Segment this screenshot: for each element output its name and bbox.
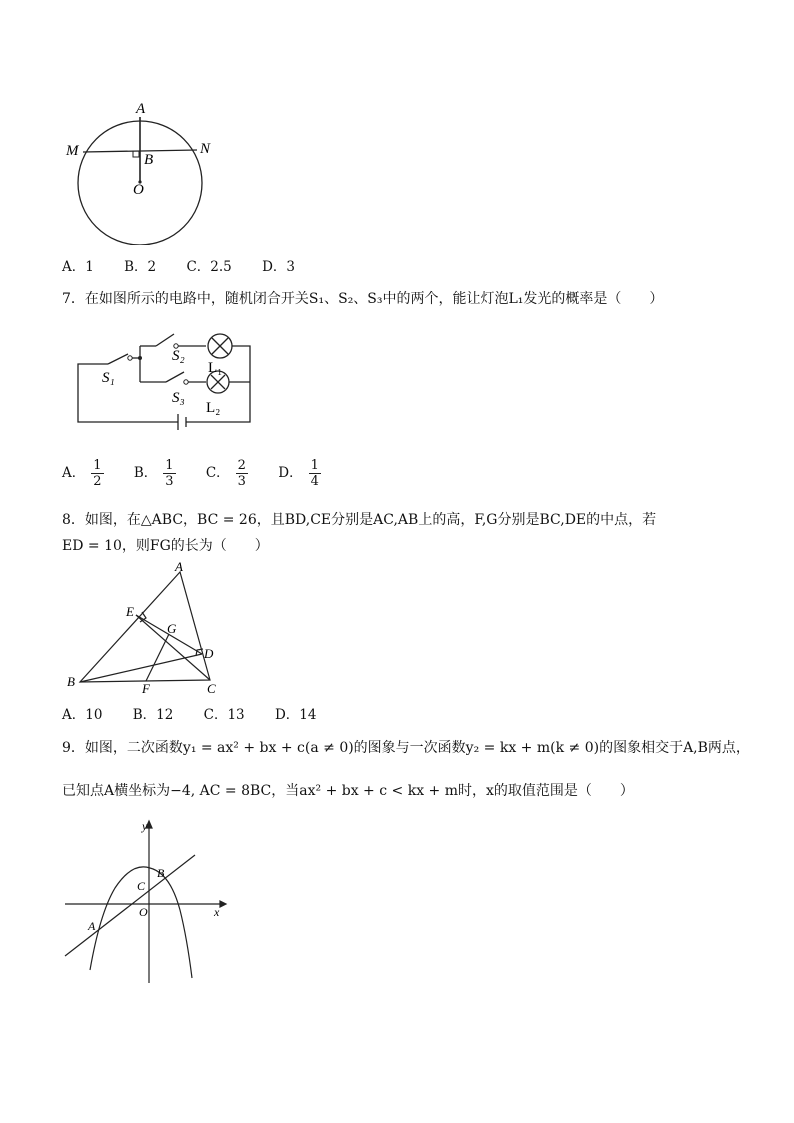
q7-wire-left: [78, 364, 178, 422]
q7-option-d-letter: D．: [278, 465, 303, 481]
q7-option-d-denominator: 4: [310, 474, 319, 489]
q8-stem-line1: 8．如图，在△ABC，BC = 26，且BD,CE分别是AC,AB上的高，F,G分别是BC,DE的中点，若: [62, 512, 657, 528]
q8-label-g: G: [167, 621, 177, 636]
q7-option-c-numerator: 2: [237, 458, 246, 473]
q7-switch-s1-contact: [128, 356, 132, 360]
q7-option-c-denominator: 3: [237, 474, 246, 489]
q6-right-angle-mark: [133, 151, 139, 157]
q7-label-l1: L₁: [208, 360, 223, 376]
q9-label-b: B: [157, 866, 165, 880]
q7-switch-s3-contact: [184, 380, 188, 384]
q9-stem-line2: 已知点A横坐标为−4, AC = 8BC，当ax² + bx + c < kx + m时，x的取值范围是（ ）: [62, 783, 634, 799]
q7-option-c[interactable]: [206, 458, 248, 489]
q7-option-a-denominator: 2: [93, 474, 102, 489]
q8-option-b[interactable]: B．12: [132, 707, 174, 723]
q7-wire-l1-right: [232, 346, 250, 382]
q6-circle-figure: [60, 95, 230, 245]
q7-option-b-numerator: 1: [165, 458, 174, 473]
q9-stem-line1: 9．如图，二次函数y₁ = ax² + bx + c(a ≠ 0)的图象与一次函数y₂ = kx + m(k ≠ 0)的图象相交于A,B两点，: [62, 740, 750, 756]
q6-label-m: M: [66, 143, 79, 159]
q9-label-y: y: [142, 819, 148, 833]
q7-option-a-letter: A．: [62, 465, 86, 481]
q7-switch-s3-blade: [166, 372, 184, 382]
q8-options: [62, 705, 342, 725]
q6-options: [62, 257, 321, 277]
q8-segment-fg: [146, 634, 169, 681]
q9-line: [65, 855, 195, 956]
q6-label-o: O: [133, 182, 144, 198]
q9-x-axis-arrow: [220, 901, 226, 907]
q8-label-f: F: [142, 681, 150, 696]
q7-option-a-numerator: 1: [93, 458, 102, 473]
q7-option-a-fraction: [91, 458, 103, 489]
q7-option-d-numerator: 1: [310, 458, 319, 473]
q7-switch-s1-blade: [108, 354, 128, 364]
q9-label-c: C: [137, 879, 146, 893]
q7-option-c-letter: C．: [205, 465, 230, 481]
q7-option-b-letter: B．: [133, 465, 158, 481]
q7-option-b-denominator: 3: [165, 474, 174, 489]
q6-option-c[interactable]: C．2.5: [186, 259, 232, 275]
q9-label-x: x: [214, 905, 220, 919]
q7-option-b[interactable]: [134, 458, 176, 489]
q9-label-o: O: [139, 905, 148, 919]
q6-option-a[interactable]: A．1: [62, 259, 94, 275]
q9-graph-figure: [60, 818, 235, 988]
q7-option-d-fraction: [309, 458, 321, 489]
q7-option-b-fraction: [163, 458, 175, 489]
q6-option-b[interactable]: B．2: [124, 259, 157, 275]
q7-label-s2: S₂: [172, 348, 185, 364]
q8-option-d[interactable]: D．14: [274, 707, 317, 723]
q8-label-c: C: [207, 681, 216, 696]
q6-label-a: A: [136, 101, 146, 117]
q8-label-a: A: [175, 560, 183, 574]
q7-label-s1: S₁: [102, 370, 115, 386]
q8-altitude-bd: [80, 654, 202, 682]
q7-switch-s2-blade: [156, 334, 174, 346]
q7-option-a[interactable]: [62, 458, 104, 489]
q8-stem-line2: ED = 10，则FG的长为（ ）: [62, 538, 269, 554]
q8-label-b: B: [67, 674, 75, 689]
q7-option-d[interactable]: [278, 458, 321, 489]
q8-option-a[interactable]: A．10: [62, 707, 103, 723]
q6-option-d[interactable]: D．3: [262, 259, 295, 275]
q8-label-d: D: [204, 646, 214, 661]
q8-option-c[interactable]: C．13: [203, 707, 245, 723]
q8-triangle-figure: [62, 560, 237, 700]
q7-label-s3: S₃: [172, 390, 185, 406]
q7-junction-dot: [138, 356, 142, 360]
q7-options: [62, 458, 347, 489]
q7-circuit-figure: [70, 322, 260, 437]
q8-label-e: E: [126, 604, 134, 619]
q7-stem: 7．在如图所示的电路中，随机闭合开关S₁、S₂、S₃中的两个，能让灯泡L₁发光的概率是（ ）: [62, 291, 664, 307]
q6-label-n: N: [200, 141, 211, 157]
q6-label-b: B: [144, 152, 154, 168]
q8-triangle-abc: [80, 572, 210, 682]
q9-label-a: A: [88, 919, 96, 933]
q7-label-l2: L₂: [206, 400, 221, 416]
q7-option-c-fraction: [236, 458, 248, 489]
